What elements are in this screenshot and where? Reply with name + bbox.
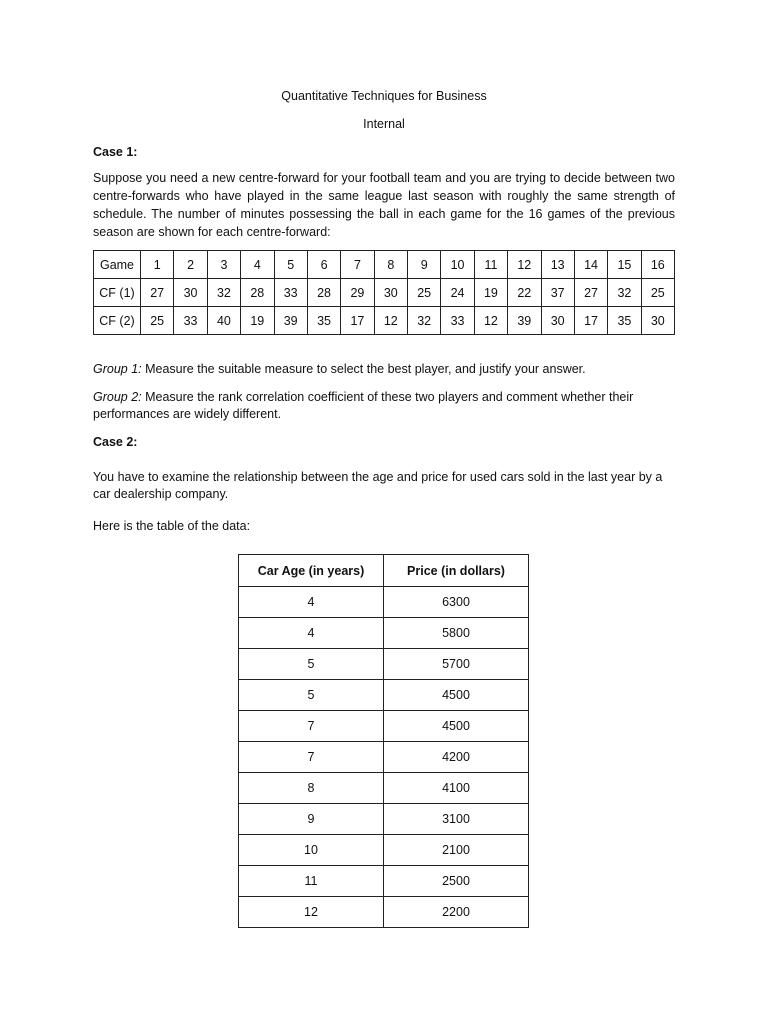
- car-age-cell: 8: [239, 773, 384, 804]
- table-cell: 40: [207, 307, 240, 335]
- price-cell: 3100: [384, 804, 529, 835]
- table-cell: 32: [408, 307, 441, 335]
- table-cell: 1: [141, 251, 174, 279]
- group2-text: Measure the rank correlation coefficient of these two players and comment whether their performances are widely different.: [93, 390, 634, 421]
- table-cell: 27: [574, 279, 607, 307]
- car-age-header: Car Age (in years): [239, 555, 384, 587]
- price-cell: 6300: [384, 587, 529, 618]
- table-cell: 28: [307, 279, 340, 307]
- case2-description: You have to examine the relationship between the age and price for used cars sold in the last year by a car dealership company.: [93, 470, 663, 501]
- row-label: CF (2): [94, 307, 141, 335]
- table-cell: 25: [141, 307, 174, 335]
- row-label: CF (1): [94, 279, 141, 307]
- game-number-row: [94, 251, 675, 279]
- car-age-cell: 4: [239, 618, 384, 649]
- car-price-table: [238, 554, 529, 928]
- case1-description: Suppose you need a new centre-forward for your football team and you are trying to decide between two centre-forwards who have played in the same league last season with roughly the same strength of schedule. The number of minutes possessing the ball in each game for the 16 games of the previous season are shown for each centre-forward:: [93, 171, 675, 239]
- table-cell: 30: [541, 307, 574, 335]
- table-cell: 39: [508, 307, 541, 335]
- table-cell: 17: [574, 307, 607, 335]
- table-cell: 9: [408, 251, 441, 279]
- table-cell: 28: [241, 279, 274, 307]
- car-age-cell: 11: [239, 866, 384, 897]
- price-cell: 5800: [384, 618, 529, 649]
- price-cell: 4500: [384, 680, 529, 711]
- car-age-cell: 7: [239, 742, 384, 773]
- case1-heading: Case 1:: [93, 145, 138, 159]
- group2-label: Group 2:: [93, 390, 142, 404]
- price-cell: 4200: [384, 742, 529, 773]
- table-cell: 12: [508, 251, 541, 279]
- table-cell: 2: [174, 251, 207, 279]
- table-cell: 6: [307, 251, 340, 279]
- car-age-cell: 12: [239, 897, 384, 928]
- table-row: [239, 835, 529, 866]
- car-table-header-row: [239, 555, 529, 587]
- table-cell: 30: [641, 307, 674, 335]
- table-cell: 10: [441, 251, 474, 279]
- table-cell: 32: [608, 279, 641, 307]
- document-subtitle: Internal: [363, 117, 405, 131]
- table-row: [239, 680, 529, 711]
- car-age-cell: 4: [239, 587, 384, 618]
- row-label: Game: [94, 251, 141, 279]
- table-cell: 25: [641, 279, 674, 307]
- table-cell: 14: [574, 251, 607, 279]
- table-row: [239, 618, 529, 649]
- table-cell: 5: [274, 251, 307, 279]
- group1-label: Group 1:: [93, 362, 142, 376]
- price-cell: 2100: [384, 835, 529, 866]
- cf2-minutes-row: [94, 307, 675, 335]
- table-cell: 15: [608, 251, 641, 279]
- car-age-cell: 7: [239, 711, 384, 742]
- table-cell: 4: [241, 251, 274, 279]
- table-cell: 27: [141, 279, 174, 307]
- car-age-cell: 9: [239, 804, 384, 835]
- table-row: [239, 742, 529, 773]
- group2-task: [93, 389, 675, 423]
- table-cell: 11: [474, 251, 507, 279]
- table-cell: 12: [374, 307, 407, 335]
- group1-text: Measure the suitable measure to select the best player, and justify your answer.: [141, 362, 586, 376]
- table-cell: 33: [274, 279, 307, 307]
- table-cell: 13: [541, 251, 574, 279]
- table-row: [239, 711, 529, 742]
- table-cell: 17: [341, 307, 374, 335]
- price-cell: 4500: [384, 711, 529, 742]
- table-cell: 32: [207, 279, 240, 307]
- price-cell: 4100: [384, 773, 529, 804]
- table-row: [239, 866, 529, 897]
- table-cell: 24: [441, 279, 474, 307]
- game-minutes-table: [93, 250, 675, 335]
- case2-heading: Case 2:: [93, 435, 138, 449]
- price-cell: 2500: [384, 866, 529, 897]
- table-cell: 37: [541, 279, 574, 307]
- table-cell: 33: [174, 307, 207, 335]
- table-cell: 19: [241, 307, 274, 335]
- car-age-cell: 5: [239, 680, 384, 711]
- table-row: [239, 649, 529, 680]
- table-cell: 3: [207, 251, 240, 279]
- table-cell: 7: [341, 251, 374, 279]
- table-cell: 8: [374, 251, 407, 279]
- table-row: [239, 897, 529, 928]
- table-cell: 35: [307, 307, 340, 335]
- table-cell: 33: [441, 307, 474, 335]
- cf1-minutes-row: [94, 279, 675, 307]
- table-cell: 12: [474, 307, 507, 335]
- price-cell: 2200: [384, 897, 529, 928]
- table-cell: 25: [408, 279, 441, 307]
- group1-task: [93, 361, 675, 378]
- car-age-cell: 5: [239, 649, 384, 680]
- table-cell: 35: [608, 307, 641, 335]
- table-cell: 29: [341, 279, 374, 307]
- price-header: Price (in dollars): [384, 555, 529, 587]
- document-title: Quantitative Techniques for Business: [281, 89, 487, 103]
- table-cell: 22: [508, 279, 541, 307]
- table-cell: 30: [374, 279, 407, 307]
- table-cell: 39: [274, 307, 307, 335]
- table-row: [239, 587, 529, 618]
- table-row: [239, 773, 529, 804]
- case2-table-intro: Here is the table of the data:: [93, 519, 251, 533]
- car-age-cell: 10: [239, 835, 384, 866]
- price-cell: 5700: [384, 649, 529, 680]
- table-cell: 16: [641, 251, 674, 279]
- table-cell: 30: [174, 279, 207, 307]
- table-cell: 19: [474, 279, 507, 307]
- table-row: [239, 804, 529, 835]
